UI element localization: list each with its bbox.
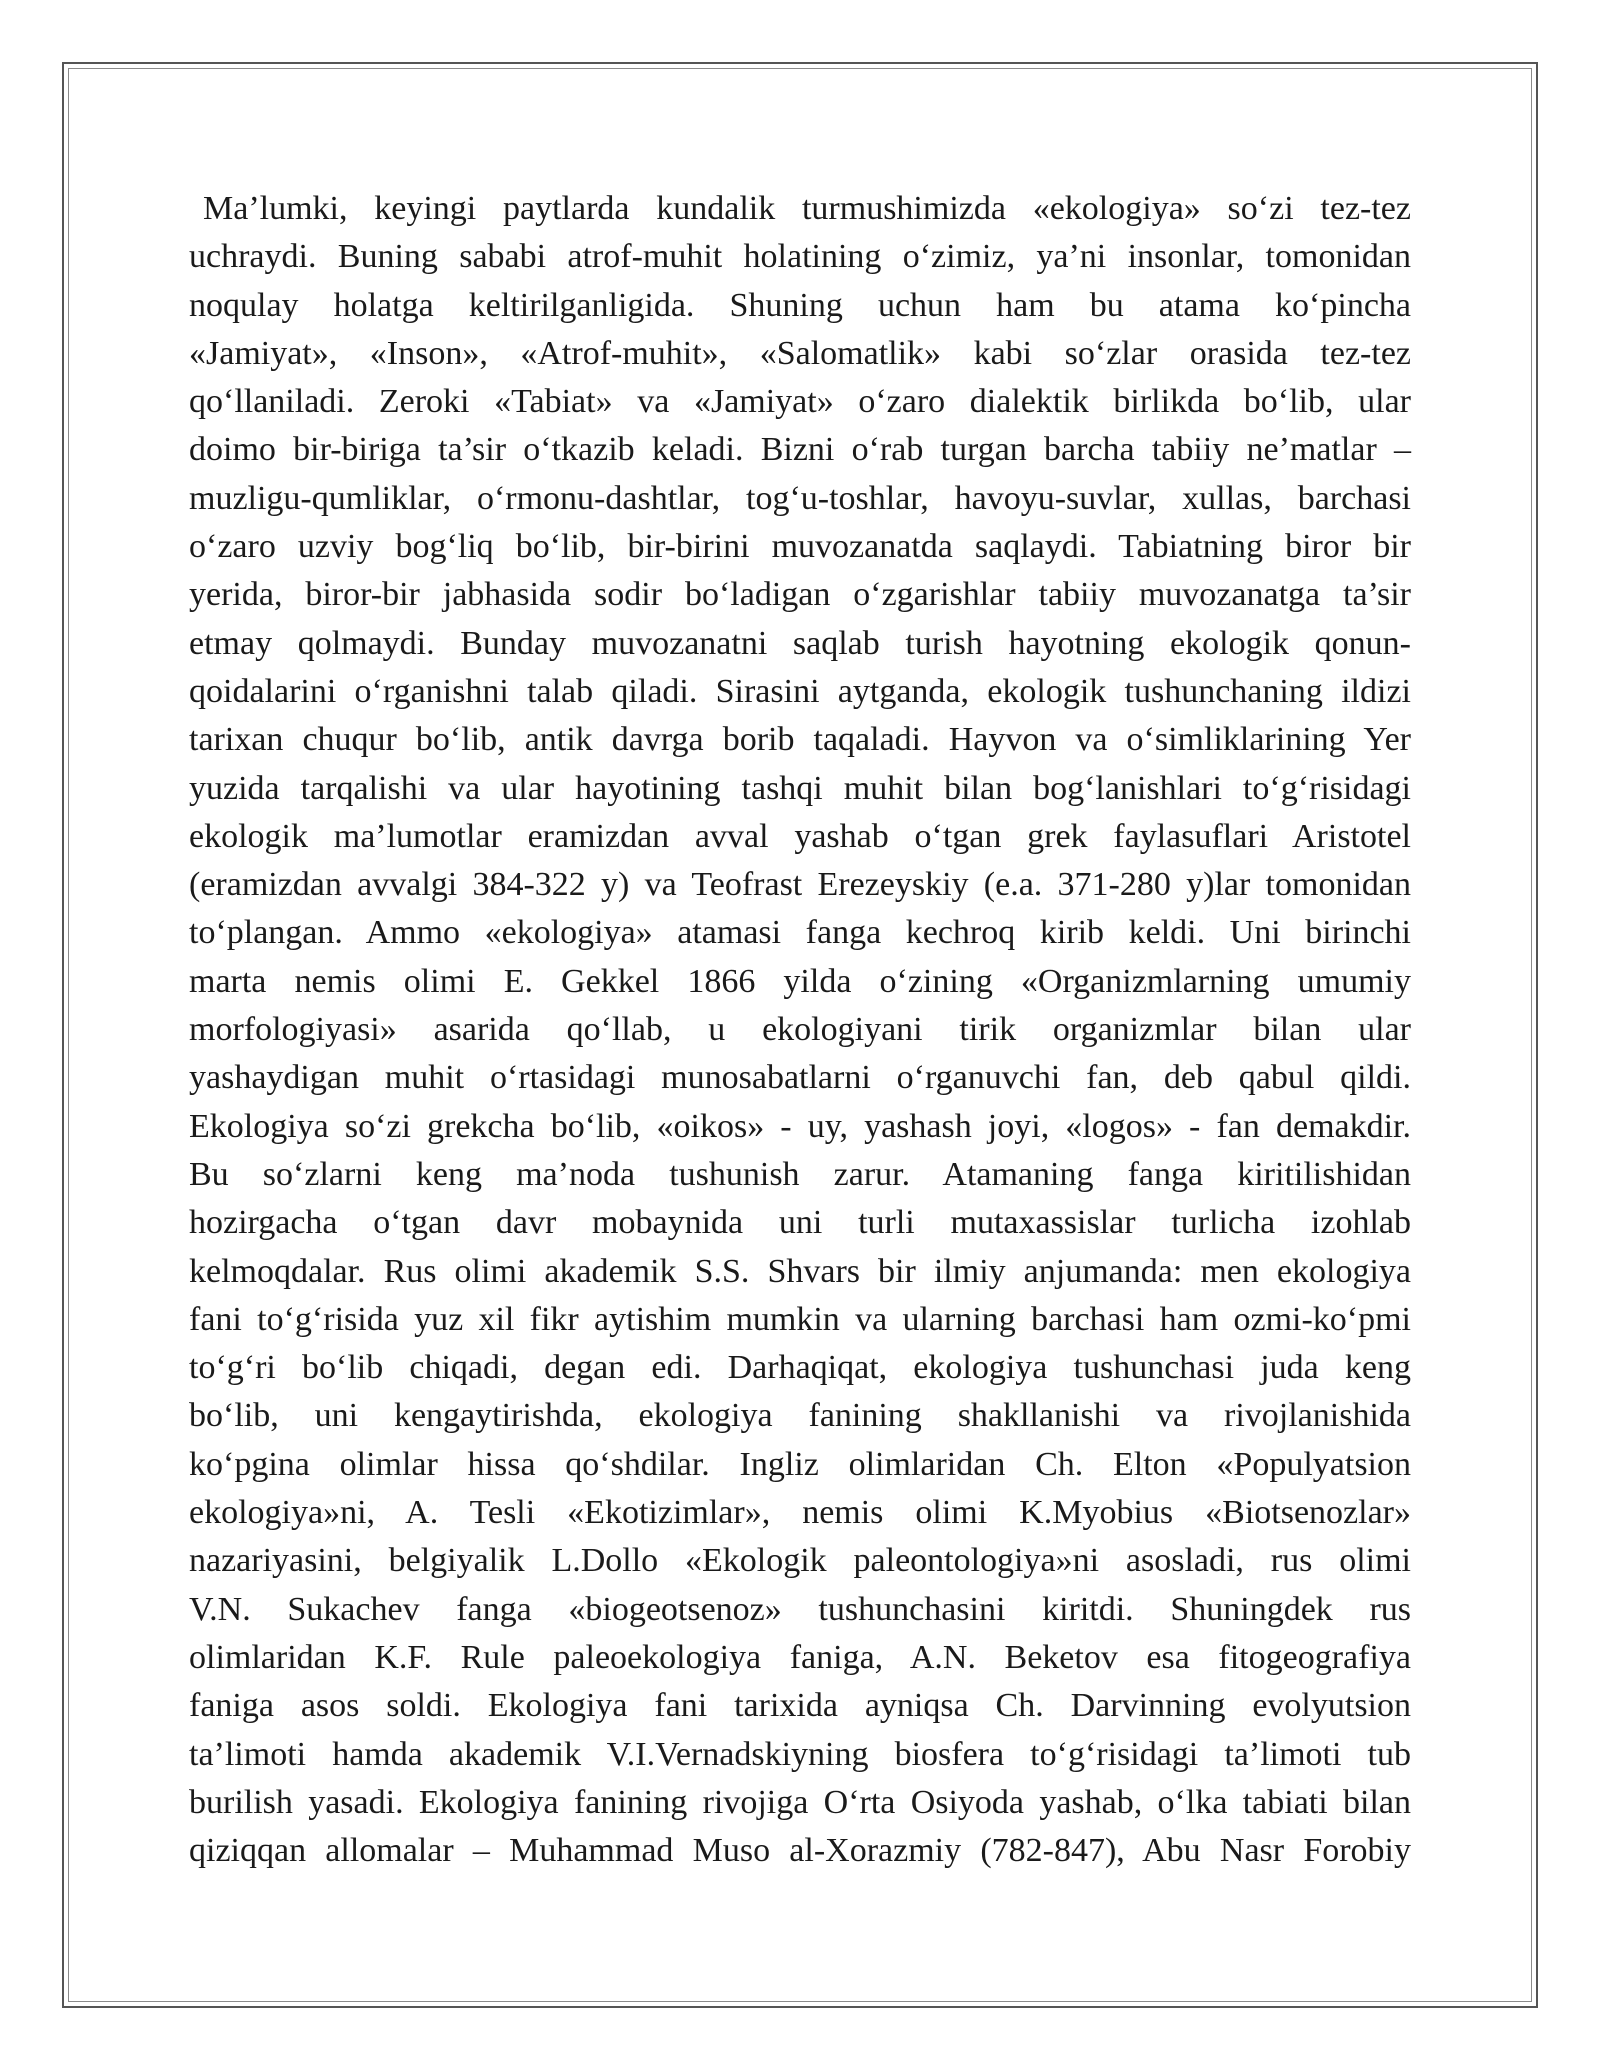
- text-line: tarixan chuqur bo‘lib, antik davrga borib taqaladi. Hayvon va o‘simliklarining Yer: [189, 721, 1411, 759]
- text-line: to‘g‘ri bo‘lib chiqadi, degan edi. Darhaqiqat, ekologiya tushunchasi juda keng: [189, 1349, 1411, 1387]
- text-line: Ma’lumki, keyingi paytlarda kundalik turmushimizda «ekologiya» so‘zi tez-tez: [203, 190, 1411, 227]
- text-line: uchraydi. Buning sababi atrof-muhit holatining o‘zimiz, ya’ni insonlar, tomonidan: [189, 238, 1411, 276]
- text-line: «Jamiyat», «Inson», «Atrof-muhit», «Salomatlik» kabi so‘zlar orasida tez-tez: [189, 334, 1411, 372]
- text-line: qiziqqan allomalar – Muhammad Muso al-Xorazmiy (782-847), Abu Nasr Forobiy: [189, 1832, 1411, 1870]
- text-line: ekologiya»ni, A. Tesli «Ekotizimlar», nemis olimi K.Myobius «Biotsenozlar»: [189, 1494, 1411, 1532]
- text-line: hozirgacha o‘tgan davr mobaynida uni turli mutaxassislar turlicha izohlab: [189, 1204, 1411, 1242]
- text-line: muzligu-qumliklar, o‘rmonu-dashtlar, tog‘u-toshlar, havoyu-suvlar, xullas, barchasi: [189, 479, 1411, 517]
- text-line: noqulay holatga keltirilganligida. Shuning uchun ham bu atama ko‘pincha: [189, 286, 1411, 324]
- text-line: Bu so‘zlarni keng ma’noda tushunish zarur. Atamaning fanga kiritilishidan: [189, 1155, 1411, 1193]
- text-line: qo‘llaniladi. Zeroki «Tabiat» va «Jamiyat» o‘zaro dialektik birlikda bo‘lib, ular: [189, 383, 1411, 421]
- text-line: etmay qolmaydi. Bunday muvozanatni saqlab turish hayotning ekologik qonun-: [189, 624, 1411, 662]
- text-line: V.N. Sukachev fanga «biogeotsenoz» tushunchasini kiritdi. Shuningdek rus: [189, 1590, 1411, 1628]
- text-line: o‘zaro uzviy bog‘liq bo‘lib, bir-birini muvozanatda saqlaydi. Tabiatning biror bir: [189, 528, 1411, 566]
- text-line: ta’limoti hamda akademik V.I.Vernadskiyning biosfera to‘g‘risidagi ta’limoti tub: [189, 1735, 1411, 1773]
- text-line: kelmoqdalar. Rus olimi akademik S.S. Shvars bir ilmiy anjumanda: men ekologiya: [189, 1252, 1411, 1290]
- text-line: bo‘lib, uni kengaytirishda, ekologiya fanining shakllanishi va rivojlanishida: [189, 1397, 1411, 1435]
- text-line: doimo bir-biriga ta’sir o‘tkazib keladi. Bizni o‘rab turgan barcha tabiiy ne’matlar –: [189, 431, 1411, 469]
- text-line: yerida, biror-bir jabhasida sodir bo‘ladigan o‘zgarishlar tabiiy muvozanatga ta’sir: [189, 576, 1411, 614]
- text-line: Ekologiya so‘zi grekcha bo‘lib, «oikos» - uy, yashash joyi, «logos» - fan demakdir.: [189, 1107, 1411, 1145]
- text-line: faniga asos soldi. Ekologiya fani tarixida ayniqsa Ch. Darvinning evolyutsion: [189, 1687, 1411, 1725]
- text-line: ekologik ma’lumotlar eramizdan avval yashab o‘tgan grek faylasuflari Aristotel: [189, 817, 1411, 855]
- text-line: yuzida tarqalishi va ular hayotining tashqi muhit bilan bog‘lanishlari to‘g‘risidagi: [189, 769, 1411, 807]
- text-line: fani to‘g‘risida yuz xil fikr aytishim mumkin va ularning barchasi ham ozmi-ko‘pmi: [189, 1300, 1411, 1338]
- text-line: (eramizdan avvalgi 384-322 y) va Teofrast Erezeyskiy (e.a. 371-280 y)lar tomonidan: [189, 866, 1411, 904]
- text-line: nazariyasini, belgiyalik L.Dollo «Ekologik paleontologiya»ni asosladi, rus olimi: [189, 1542, 1411, 1580]
- text-line: to‘plangan. Ammo «ekologiya» atamasi fanga kechroq kirib keldi. Uni birinchi: [189, 914, 1411, 952]
- body-paragraph: [189, 185, 1411, 1875]
- text-line: burilish yasadi. Ekologiya fanining rivojiga O‘rta Osiyoda yashab, o‘lka tabiati bilan: [189, 1783, 1411, 1821]
- text-line: qoidalarini o‘rganishni talab qiladi. Sirasini aytganda, ekologik tushunchaning ildizi: [189, 672, 1411, 710]
- text-line: olimlaridan K.F. Rule paleoekologiya faniga, A.N. Beketov esa fitogeografiya: [189, 1638, 1411, 1676]
- text-line: yashaydigan muhit o‘rtasidagi munosabatlarni o‘rganuvchi fan, deb qabul qildi.: [189, 1059, 1411, 1097]
- text-line: marta nemis olimi E. Gekkel 1866 yilda o‘zining «Organizmlarning umumiy: [189, 962, 1411, 1000]
- text-line: morfologiyasi» asarida qo‘llab, u ekologiyani tirik organizmlar bilan ular: [189, 1011, 1411, 1049]
- text-line: ko‘pgina olimlar hissa qo‘shdilar. Ingliz olimlaridan Ch. Elton «Populyatsion: [189, 1445, 1411, 1483]
